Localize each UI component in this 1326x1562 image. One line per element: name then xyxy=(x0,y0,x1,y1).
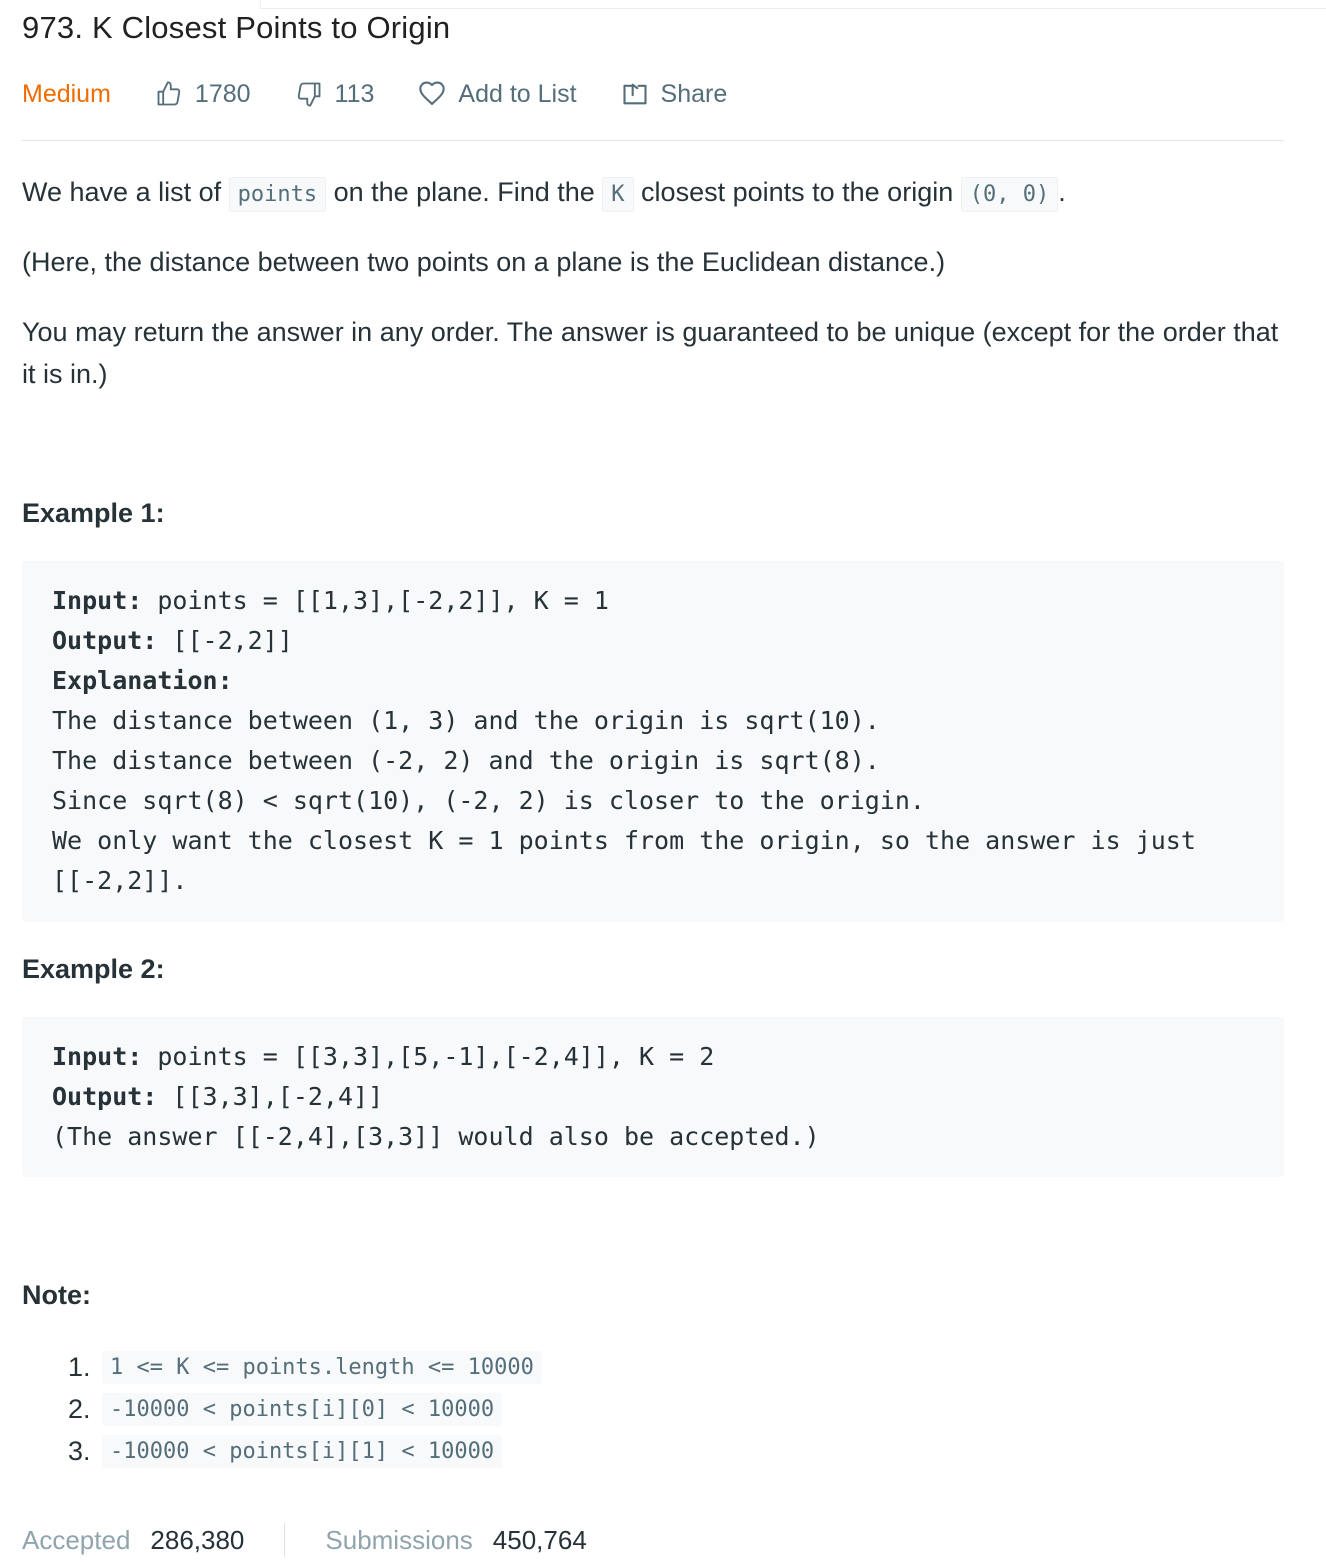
explanation-line: The distance between (-2, 2) and the origin is sqrt(8). xyxy=(52,746,880,775)
output-label: Output: xyxy=(52,1082,158,1111)
like-button[interactable] xyxy=(155,80,251,109)
difficulty-label: Medium xyxy=(22,79,111,108)
output-label: Output: xyxy=(52,626,158,655)
description-paragraph-2: (Here, the distance between two points on a plane is the Euclidean distance.) xyxy=(22,247,946,277)
input-value: points = [[3,3],[5,-1],[-2,4]], K = 2 xyxy=(142,1042,715,1071)
example-2-block xyxy=(22,1017,1284,1177)
example-1-heading: Example 1: xyxy=(22,498,165,528)
explanation-line: We only want the closest K = 1 points from the origin, so the answer is just [[-2,2]]. xyxy=(52,826,1211,895)
dislike-count: 113 xyxy=(334,79,375,108)
explanation-line: Since sqrt(8) < sqrt(10), (-2, 2) is closer to the origin. xyxy=(52,786,925,815)
constraint-code: -10000 < points[i][1] < 10000 xyxy=(102,1435,502,1468)
like-count: 1780 xyxy=(194,79,251,108)
output-value: [[3,3],[-2,4]] xyxy=(157,1082,384,1111)
stats-divider xyxy=(284,1523,285,1557)
problem-meta-bar xyxy=(22,76,1284,112)
description-text: We have a list of xyxy=(22,177,229,207)
share-label: Share xyxy=(660,79,728,108)
input-label: Input: xyxy=(52,1042,143,1071)
description-paragraph-1 xyxy=(22,171,1284,216)
thumbs-up-icon xyxy=(155,80,183,108)
list-item xyxy=(68,1346,542,1388)
top-panel-border xyxy=(260,0,1326,9)
accepted-label: Accepted xyxy=(22,1524,131,1555)
description-paragraph-3: You may return the answer in any order. The answer is guaranteed to be unique (except for the order that it is in.) xyxy=(22,317,1279,389)
output-value: [[-2,2]] xyxy=(157,626,293,655)
share-button[interactable] xyxy=(621,80,728,109)
add-to-list-label: Add to List xyxy=(458,79,577,108)
heart-icon xyxy=(418,80,446,108)
inline-code-points: points xyxy=(229,177,326,212)
problem-title: 973. K Closest Points to Origin xyxy=(22,10,451,45)
list-item xyxy=(68,1430,542,1472)
list-item xyxy=(68,1388,542,1430)
example-2-note-line: (The answer [[-2,4],[3,3]] would also be accepted.) xyxy=(52,1122,820,1151)
list-item-number: 2. xyxy=(68,1393,91,1424)
submissions-value: 450,764 xyxy=(492,1524,587,1555)
input-value: points = [[1,3],[-2,2]], K = 1 xyxy=(142,586,609,615)
add-to-list-button[interactable] xyxy=(418,80,576,109)
explanation-label: Explanation: xyxy=(52,666,233,695)
description-text: closest points to the origin xyxy=(633,177,961,207)
list-item-number: 3. xyxy=(68,1435,91,1466)
constraint-code: -10000 < points[i][0] < 10000 xyxy=(102,1393,502,1426)
inline-code-k: K xyxy=(602,177,633,212)
example-2-heading: Example 2: xyxy=(22,954,165,984)
explanation-line: The distance between (1, 3) and the origin is sqrt(10). xyxy=(52,706,880,735)
share-icon xyxy=(621,80,649,108)
description-text: . xyxy=(1058,177,1066,207)
list-item-number: 1. xyxy=(68,1351,91,1382)
submissions-label: Submissions xyxy=(325,1524,473,1555)
note-list xyxy=(68,1346,542,1472)
thumbs-down-icon xyxy=(295,80,323,108)
submission-stats xyxy=(22,1522,587,1558)
input-label: Input: xyxy=(52,586,143,615)
meta-divider xyxy=(22,140,1284,141)
description-text: on the plane. Find the xyxy=(326,177,603,207)
note-heading: Note: xyxy=(22,1280,91,1310)
example-1-block xyxy=(22,561,1284,922)
inline-code-origin: (0, 0) xyxy=(961,177,1058,212)
constraint-code: 1 <= K <= points.length <= 10000 xyxy=(102,1351,542,1384)
dislike-button[interactable] xyxy=(295,80,375,109)
accepted-value: 286,380 xyxy=(150,1524,245,1555)
